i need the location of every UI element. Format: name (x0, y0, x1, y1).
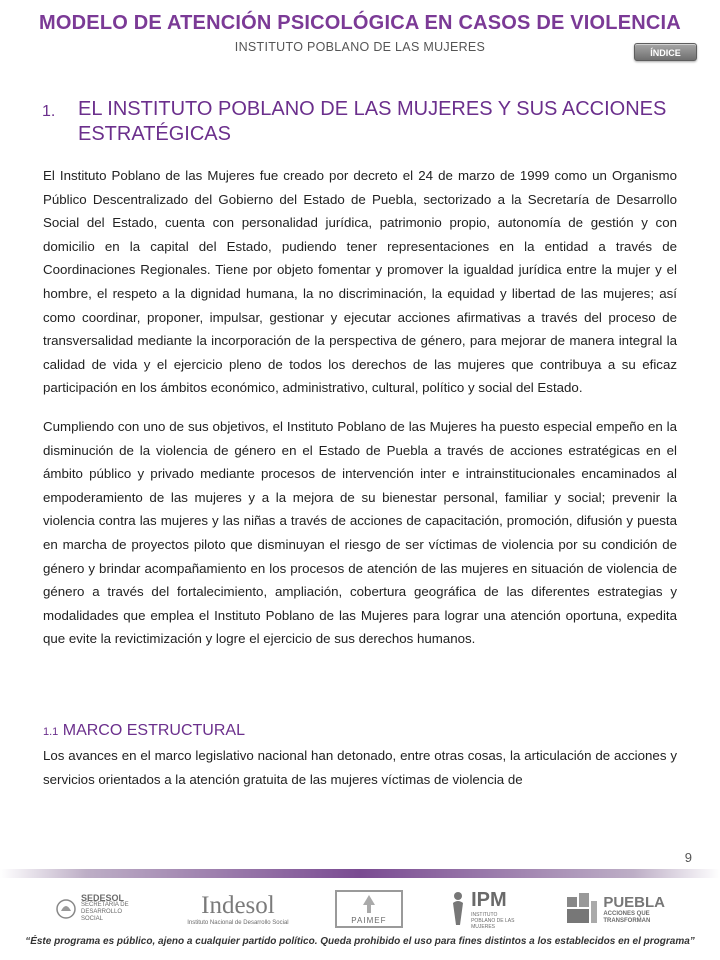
puebla-logo (565, 891, 665, 927)
document-title: MODELO DE ATENCIÓN PSICOLÓGICA EN CASOS DE VIOLENCIA (39, 12, 681, 34)
paimef-logo (335, 890, 403, 928)
puebla-emblem-icon (565, 891, 599, 927)
paimef-name: PAIMEF (351, 916, 387, 925)
section-heading (42, 97, 682, 147)
section-number: 1. (42, 103, 56, 120)
indesol-logo (187, 892, 288, 926)
subsection-title: MARCO ESTRUCTURAL (62, 722, 245, 739)
section-title: EL INSTITUTO POBLANO DE LAS MUJERES Y SUS ACCIONES ESTRATÉGICAS (78, 98, 667, 145)
subsection-paragraph: Los avances en el marco legislativo nacional han detonado, entre otras cosas, la articulación de acciones y servicios orientados a la atención gratuita de las mujeres víctimas de violencia de (43, 748, 677, 787)
mexico-eagle-icon (55, 895, 77, 923)
ipm-figure-icon (449, 891, 467, 927)
ipm-logo (449, 889, 519, 930)
footer-disclaimer: “Éste programa es público, ajeno a cualquier partido político. Queda prohibido el uso para fines distintos a los establecidos en el programa” (25, 936, 695, 947)
footer-logos (55, 885, 665, 933)
sedesol-name: SEDESOL (81, 893, 125, 903)
footer-divider (0, 869, 720, 878)
page-number: 9 (684, 850, 692, 865)
indesol-sub: Instituto Nacional de Desarrollo Social (187, 920, 289, 926)
index-button[interactable]: ÍNDICE (634, 43, 697, 61)
puebla-sub-1: ACCIONES QUE (603, 910, 650, 917)
sedesol-sub: SECRETARÍA DE DESARROLLO SOCIAL (81, 902, 129, 922)
subsection-heading (43, 722, 245, 740)
ipm-name: IPM (471, 888, 507, 911)
subsection-number: 1.1 (43, 726, 59, 738)
document-subtitle: INSTITUTO POBLANO DE LAS MUJERES (234, 40, 486, 54)
body-paragraph-1: El Instituto Poblano de las Mujeres fue creado por decreto el 24 de marzo de 1999 como un Organismo Público Descentralizado del Gobierno del Estado de Puebla, sectorizado a la Secretaría de Desarrollo Social del Estado, cuenta con personalidad jurídica, patrimonio propio, autonomía de gestión y con domicilio en la capital del Estado, pudiendo tener representaciones en la entidad a través de Coordinaciones Regionales. Tiene por objeto fomentar y promover la igualdad jurídica entre la mujer y el hombre, el respeto a la dignidad humana, la no discriminación, la equidad y libertad de las mujeres; así como coordinar, proponer, impulsar, gestionar y ejecutar acciones afirmativas a través del proceso de transversalidad mediante la incorporación de la perspectiva de género, para mejorar de manera integral la calidad de vida y el ejercicio pleno de todos los derechos de las mujeres que contribuya a su eficaz participación en los ámbitos económico, administrativo, cultural, político y social del Estado. (43, 168, 677, 396)
sedesol-logo (55, 895, 141, 923)
indesol-name: Indesol (201, 892, 275, 919)
ipm-sub: INSTITUTO POBLANO DE LAS MUJERES (471, 911, 515, 930)
puebla-name: PUEBLA (603, 893, 665, 911)
body-paragraph-2: Cumpliendo con uno de sus objetivos, el Instituto Poblano de las Mujeres ha puesto especial empeño en la disminución de la violencia de género en el Estado de Puebla a través de acciones estratégicas en el ámbito público y privado mediante procesos de intervención inter e intrainstitucionales encaminados al empoderamiento de las mujeres y a la mejora de su bienestar personal, familiar y social; prevenir la violencia contra las mujeres y las niñas a través de acciones de capacitación, promoción, difusión y puesta en marcha de proyectos piloto que disminuyan el riesgo de ser víctimas de violencia por su condición de género y brindar acompañamiento en los procesos de atención de las mujeres en situación de violencia de género a través del fortalecimiento, ampliación, cobertura geográfica de las diferentes estrategias y modalidades que emplea el Instituto Poblano de las Mujeres para lograr una atención oportuna, expedita que evite la revictimización y logre el ejercicio de sus derechos humanos. (43, 419, 677, 647)
paimef-figure-icon (339, 893, 399, 915)
puebla-sub-2: TRANSFORMAN (603, 917, 651, 924)
